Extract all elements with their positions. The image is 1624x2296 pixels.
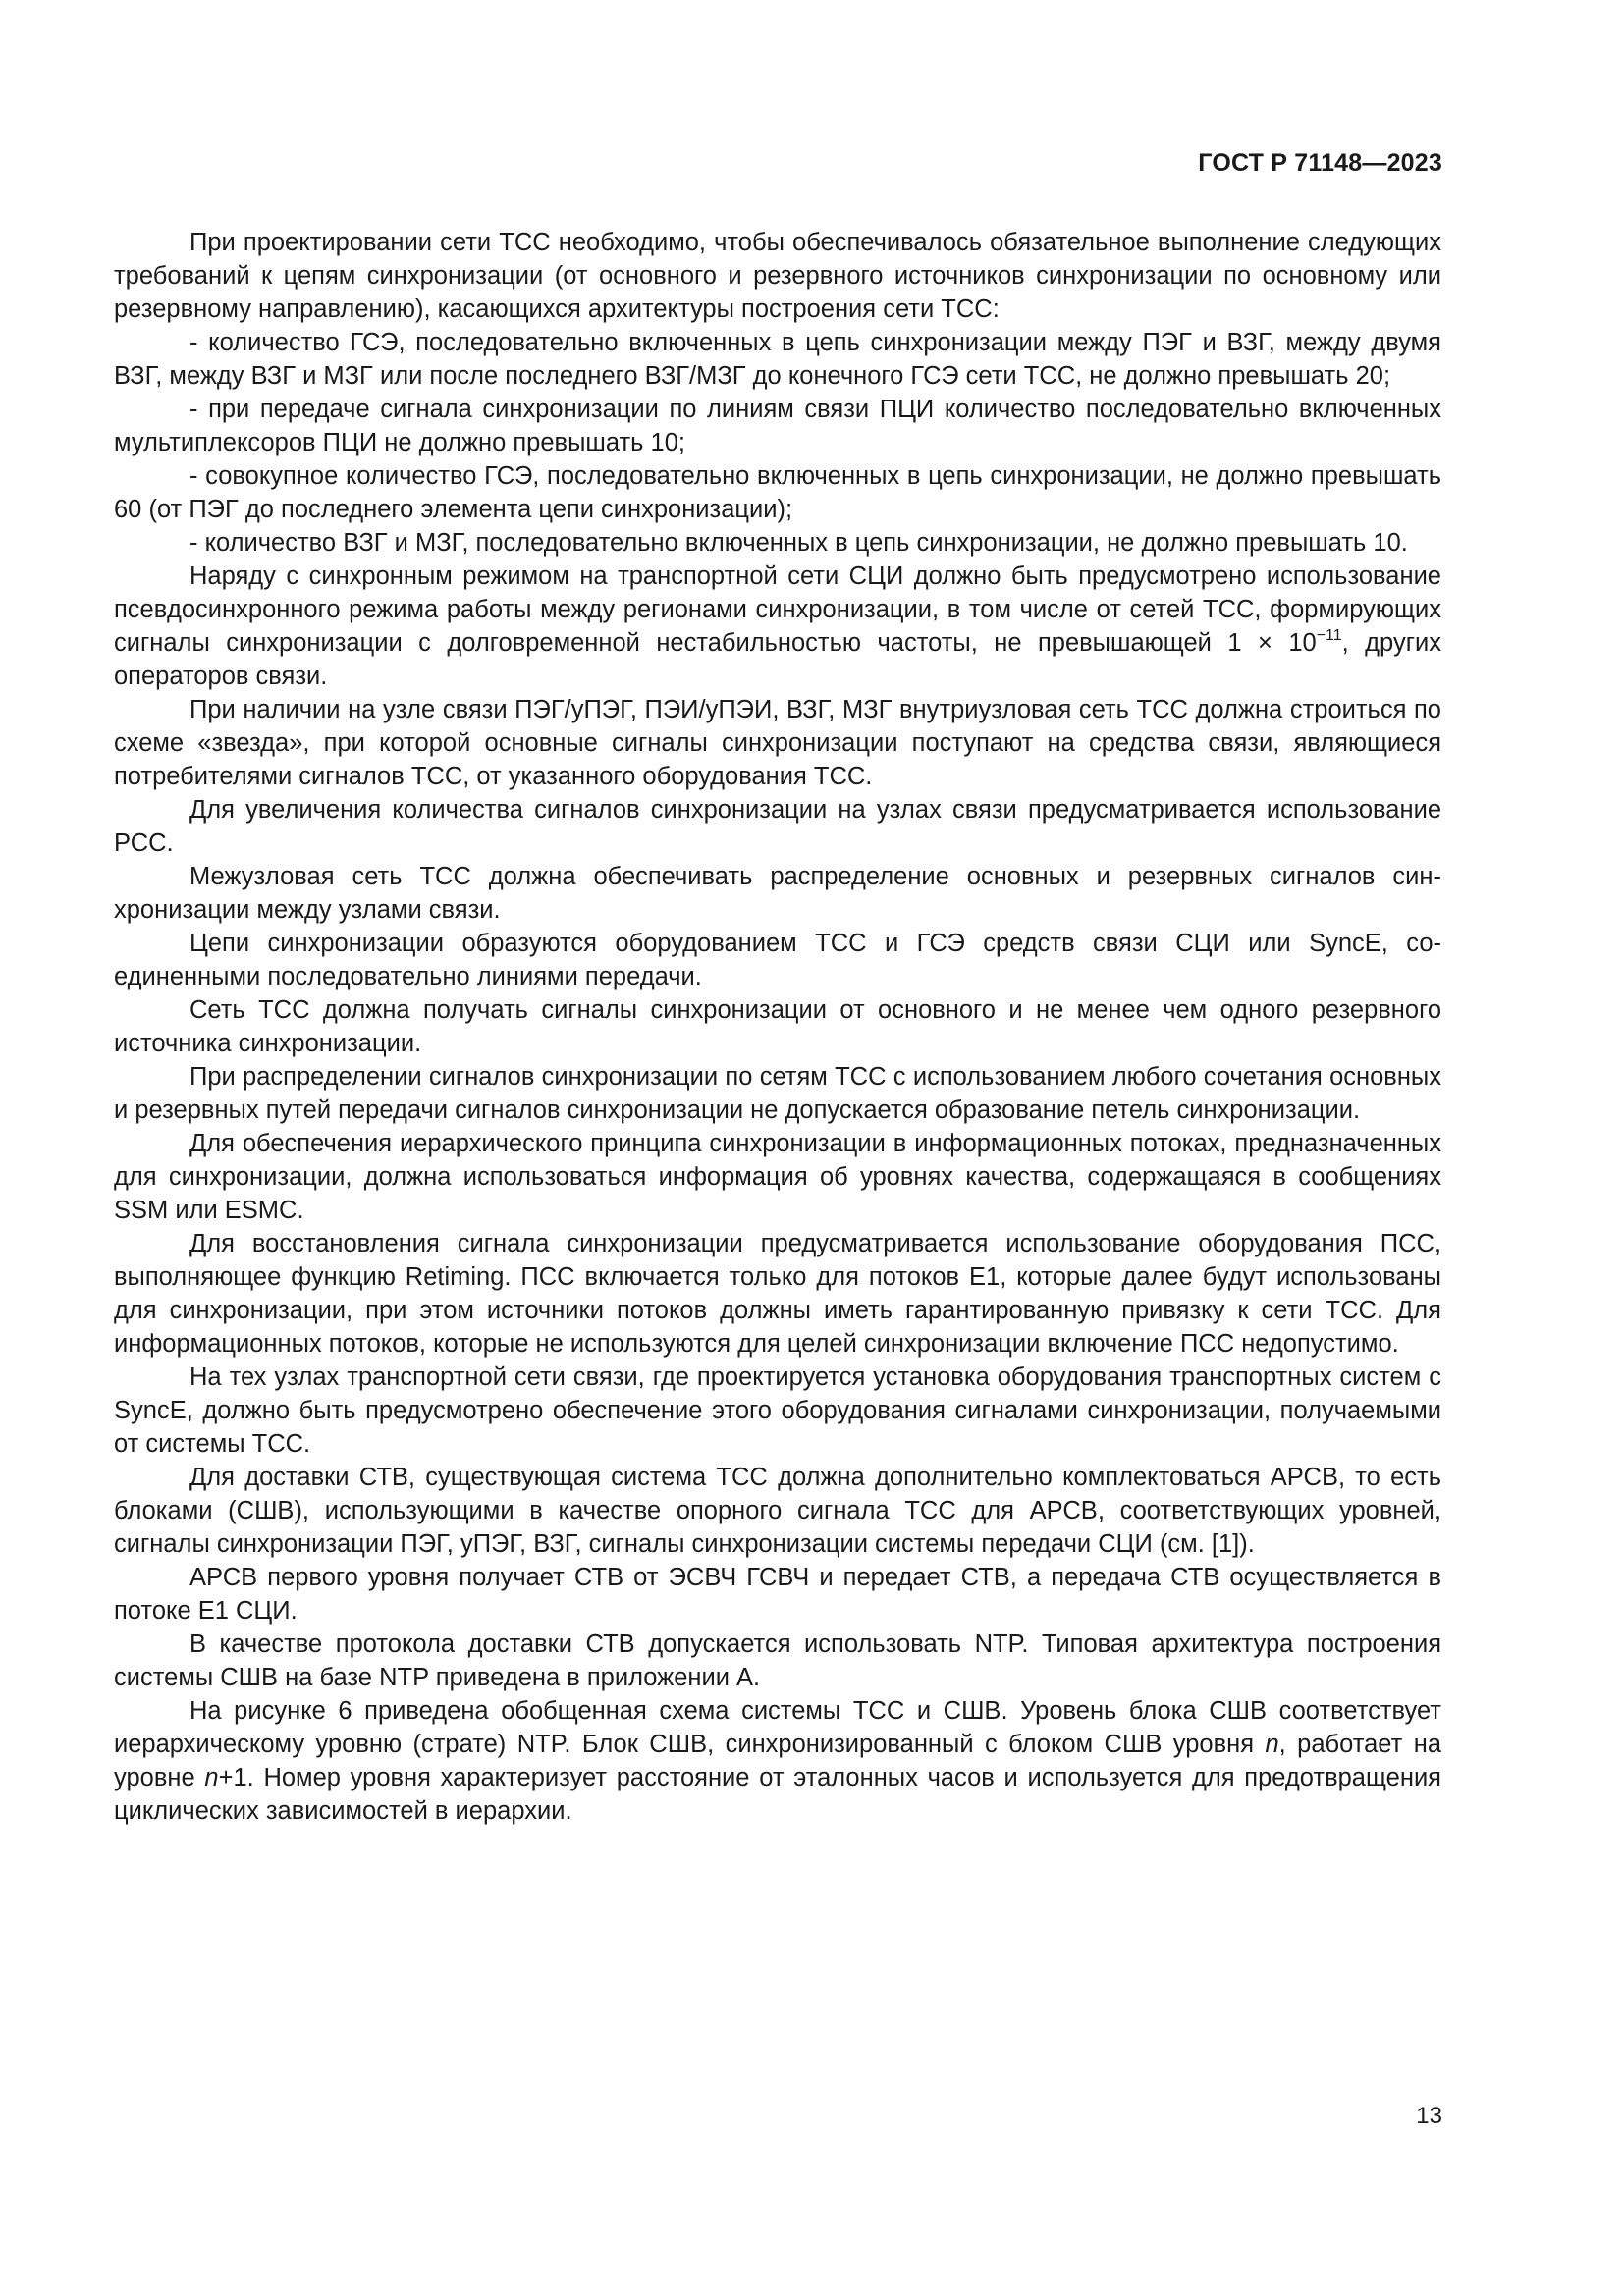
paragraph-text: На рисунке 6 приведена обобщенная схема системы ТСС и СШВ. Уровень блока СШВ соответствует иерархическому уровню (страте) NTP. Блок СШВ, синхронизированный с блоком СШВ уровня (114, 1697, 1441, 1758)
list-item: - количество ВЗГ и МЗГ, последовательно включенных в цепь синхронизации, не должно превышать 10. (189, 529, 1408, 557)
paragraph-figure-reference (114, 1694, 1441, 1828)
paragraph-text: , работает на уровне (114, 1731, 1442, 1791)
exponent: −11 (1316, 627, 1342, 644)
variable-n: n (204, 1764, 219, 1791)
document-header (1198, 149, 1442, 178)
document-body (114, 226, 1441, 1828)
variable-n: n (1265, 1731, 1279, 1758)
list-item: - количество ГСЭ, последовательно включенных в цепь синхронизации между ПЭГ и ВЗГ, между двумя ВЗГ, между ВЗГ и МЗГ или после последнего ВЗГ/МЗГ до конечного ГСЭ сети ТСС, не должно превышать 20; (114, 329, 1441, 390)
paragraph: Для обеспечения иерархического принципа синхронизации в информационных потоках, предназначенных для синхронизации, должна использоваться информация об уровнях качества, содержащаяся в сообщениях SSM или ESMC. (114, 1130, 1441, 1224)
page-number: 13 (1416, 2103, 1442, 2129)
paragraph: При распределении сигналов синхронизации по сетям ТСС с использованием любого сочетания основных и резервных путей передачи сигналов синхронизации не допускается образование петель синхронизации. (114, 1063, 1441, 1124)
paragraph: АРСВ первого уровня получает СТВ от ЭСВЧ ГСВЧ и передает СТВ, а передача СТВ осуществляется в потоке Е1 СЦИ. (114, 1564, 1441, 1625)
paragraph: Цепи синхронизации образуются оборудованием ТСС и ГСЭ средств связи СЦИ или SyncE, соединенными последовательно линиями передачи. (114, 930, 1441, 990)
paragraph-pseudosync (114, 560, 1441, 693)
list-item: - при передаче сигнала синхронизации по линиям связи ПЦИ количество последовательно включенных мультиплексоров ПЦИ не должно превышать 10; (114, 396, 1441, 456)
paragraph: Для доставки СТВ, существующая система ТСС должна дополнительно комплектоваться АРСВ, то есть блоками (СШВ), использующими в качестве опорного сигнала ТСС для АРСВ, соответствующих уровней, сигналы синхронизации ПЭГ, уПЭГ, ВЗГ, сигналы синхронизации системы передачи СЦИ (см. [1]). (114, 1464, 1441, 1558)
list-item: - совокупное количество ГСЭ, последовательно включенных в цепь синхронизации, не должно превышать 60 (от ПЭГ до последнего элемента цепи синхронизации); (114, 462, 1441, 523)
paragraph-text: +1. Номер уровня характеризует расстояние от эталонных часов и используется для предотвращения циклических зависимостей в иерархии. (114, 1764, 1441, 1825)
paragraph: Межузловая сеть ТСС должна обеспечивать распределение основных и резервных сигналов синхронизации между узлами связи. (114, 863, 1441, 924)
paragraph: Сеть ТСС должна получать сигналы синхронизации от основного и не менее чем одного резервного источника синхронизации. (114, 996, 1441, 1057)
paragraph: Для увеличения количества сигналов синхронизации на узлах связи предусматривается использование РСС. (114, 796, 1441, 857)
paragraph: При проектировании сети ТСС необходимо, чтобы обеспечивалось обязательное выполнение следующих требований к цепям синхронизации (от основного и резервного источников синхронизации по основному или резервному направлению), касающихся архитектуры построения сети ТСС: (114, 229, 1441, 323)
paragraph: Для восстановления сигнала синхронизации предусматривается использование оборудования ПСС, выполняющее функцию Retiming. ПСС включается только для потоков Е1, которые далее будут использованы для синхронизации, при этом источники потоков должны иметь гарантированную привязку к сети ТСС. Для информационных потоков, которые не используются для целей синхронизации включение ПСС недопустимо. (114, 1230, 1441, 1358)
paragraph: На тех узлах транспортной сети связи, где проектируется установка оборудования транспортных систем с SyncE, должно быть предусмотрено обеспечение этого оборудования сигналами синхронизации, получаемыми от системы ТСС. (114, 1363, 1441, 1458)
paragraph-text: , других операторов связи. (114, 629, 1441, 690)
standard-designation: ГОСТ Р 71148—2023 (1198, 149, 1442, 177)
paragraph: При наличии на узле связи ПЭГ/уПЭГ, ПЭИ/уПЭИ, ВЗГ, МЗГ внутриузловая сеть ТСС должна строиться по схеме «звезда», при которой основные сигналы синхронизации поступают на средства связи, являющиеся потребителями сигналов ТСС, от указанного оборудования ТСС. (114, 696, 1441, 790)
paragraph: В качестве протокола доставки СТВ допускается использовать NTP. Типовая архитектура построения системы СШВ на базе NTP приведена в приложении А. (114, 1630, 1441, 1691)
paragraph-text: Наряду с синхронным режимом на транспортной сети СЦИ должно быть предусмотрено использование псевдосинхронного режима работы между регионами синхронизации, в том числе от сетей ТСС, формирующих сигналы синхронизации с долговременной нестабильностью частоты, не превышающей 1 × 10 (114, 562, 1441, 657)
